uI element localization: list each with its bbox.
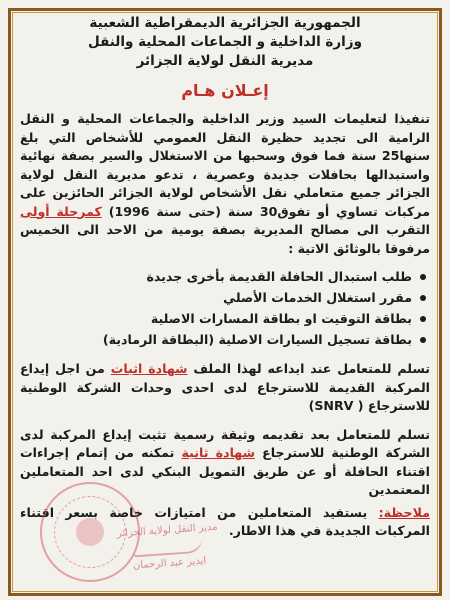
certificate-highlight: شهادة اثبات [110, 361, 188, 376]
header-line-ministry: وزارة الداخلية و الجماعات المحلية والنقل [88, 34, 362, 50]
bullet-icon [420, 274, 426, 280]
intro-paragraph [20, 110, 430, 258]
header-line-directorate: مديرية النقل لولاية الجزائر [136, 53, 314, 69]
list-item [20, 329, 412, 350]
second-certificate-text-continued: تمكنه من إتمام إجراءات اقتناء الحافلة أو عن طريق التمويل البنكي لدى احد المتعاملين المعتمدين [20, 445, 430, 497]
bullet-icon [420, 337, 426, 343]
intro-text-continued: التقرب الى مصالح المديرية بصفة يومية من الاحد الى الخميس مرفوقا بالوثائق الاتية : [20, 222, 430, 256]
intro-text: تنفيذا لتعليمات السيد وزير الداخلية والجماعات المحلية و النقل الرامية الى تجديد حظيرة النقل العمومي للأشخاص التي بلغ سنها25 سنة فما فوق وسحبها من الاستغلال والسير بصفة نهائية واستبدالها بحافلات جديدة وعصرية ، تدعو مديرية النقل لولاية الجزائر جميع متعاملي نقل الأشخاص لولاية الجزائر الحائزين على مركبات تساوي أو تفوق30 سنة (حتى سنة 1996) [20, 111, 430, 219]
note-text: يستفيد المتعاملين من امتيازات خاصة بسعر اقتناء المركبات الجديدة في هذا الاطار. [20, 504, 430, 538]
list-item [20, 287, 412, 308]
documents-list [20, 266, 430, 350]
announcement-title: إعـلان هـام [181, 81, 269, 100]
signature-title: مدير النقل لولاية الجزائر [116, 521, 218, 540]
bullet-icon [420, 295, 426, 301]
header [20, 14, 430, 71]
signature-name: ايدير عبد الرحمان [132, 555, 207, 572]
list-item [20, 308, 412, 329]
second-certificate-text: تسلم للمتعامل بعد تقديمه وثيقة رسمية تثبت إيداع المركبة لدى الشركة الوطنية للاسترجاع [20, 426, 430, 460]
certificate-text-continued: من اجل إيداع المركبة القديمة للاسترجاع لدى احدى وحدات الشركة الوطنية للاسترجاع ( SNRV) [20, 361, 430, 413]
list-item-text: بطاقة تسجيل السيارات الاصلية (البطاقة الرمادية) [102, 332, 412, 347]
list-item-text: طلب استبدال الحافلة القديمة بأخرى جديدة [146, 269, 412, 284]
list-item [20, 266, 412, 287]
phase-highlight: كمرحلة أولى [20, 203, 102, 219]
signature-block [117, 521, 221, 574]
list-item-text: مقرر استغلال الخدمات الأصلي [223, 290, 412, 305]
bullet-icon [420, 316, 426, 322]
note-label: ملاحظة: [378, 504, 430, 520]
header-line-republic: الجمهورية الجزائرية الديمقراطية الشعبية [89, 15, 361, 31]
certificate-paragraph [20, 360, 430, 416]
list-item-text: بطاقة التوقيت او بطاقة المسارات الاصلية [150, 311, 412, 326]
certificate-text: تسلم للمتعامل عند ايداعه لهذا الملف [187, 361, 430, 376]
second-certificate-highlight: شهادة ثانية [181, 445, 255, 460]
